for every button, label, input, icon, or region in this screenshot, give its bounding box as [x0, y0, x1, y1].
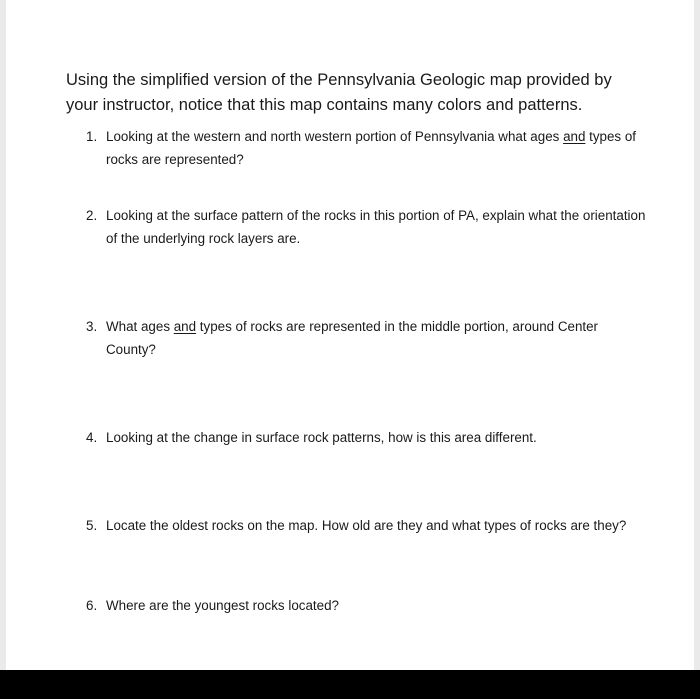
- question-3: [86, 315, 646, 361]
- underlined-word: and: [173, 319, 197, 334]
- question-1: [86, 125, 646, 171]
- question-number: 5.: [86, 518, 98, 533]
- bottom-black-bar: [0, 670, 700, 699]
- underlined-word: and: [563, 129, 586, 144]
- page-right-edge: [694, 0, 700, 670]
- question-number: 1.: [86, 129, 98, 144]
- question-5: [86, 514, 646, 537]
- intro-paragraph: Using the simplified version of the Pennsylvania Geologic map provided by your instructor, notice that this map contains many colors and patterns.: [66, 71, 612, 114]
- question-text: Locate the oldest rocks on the map. How old are they and what types of rocks are they?: [106, 518, 627, 533]
- question-number: 6.: [86, 598, 98, 613]
- question-number: 4.: [86, 430, 98, 445]
- question-6: [86, 594, 646, 617]
- page-left-edge: [0, 0, 6, 670]
- question-text: Looking at the surface pattern of the rocks in this portion of PA, explain what the orientation of the underlying rock layers are.: [106, 208, 646, 246]
- question-text: Looking at the change in surface rock patterns, how is this area different.: [106, 430, 537, 445]
- question-text: Looking at the western and north western portion of Pennsylvania what ages and types of rocks are represented?: [106, 129, 637, 167]
- question-4: [86, 426, 646, 449]
- question-2: [86, 204, 646, 250]
- question-number: 2.: [86, 208, 98, 223]
- question-text: What ages and types of rocks are represented in the middle portion, around Center County?: [106, 319, 599, 357]
- question-number: 3.: [86, 319, 98, 334]
- question-text: Where are the youngest rocks located?: [106, 598, 339, 613]
